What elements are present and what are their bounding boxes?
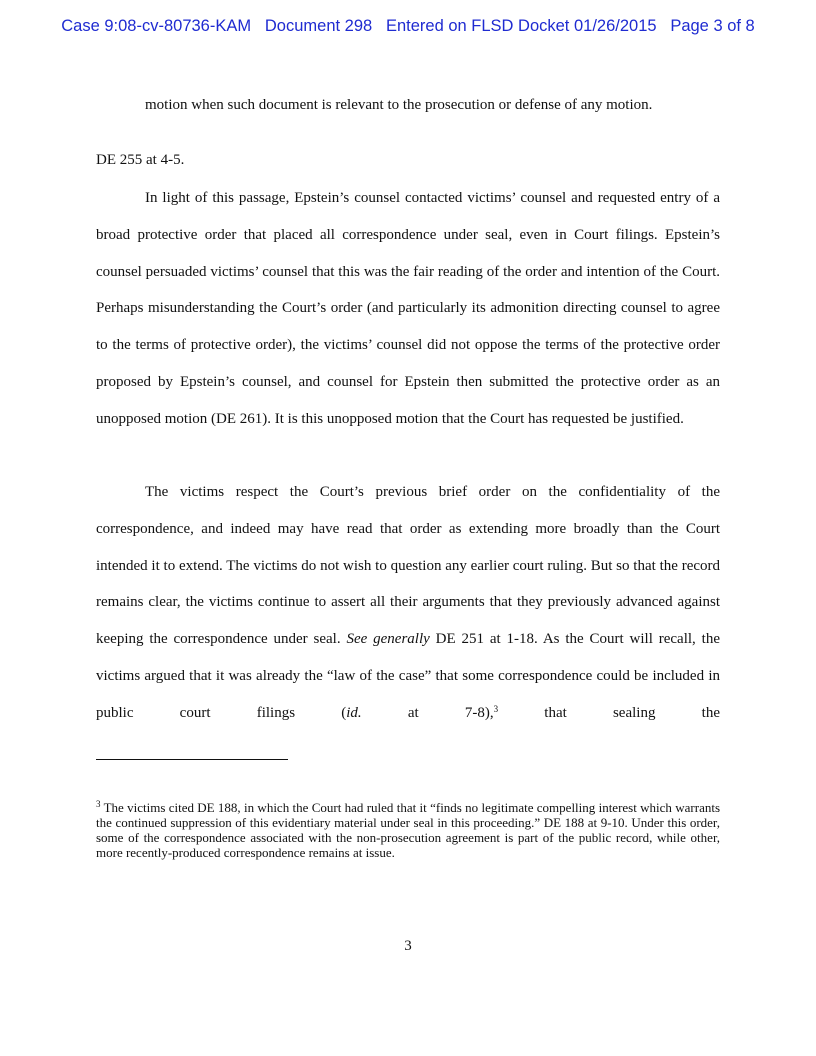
paragraph-2: [96, 474, 720, 732]
case-number: Case 9:08-cv-80736-KAM: [61, 17, 252, 35]
docket-header: [0, 17, 816, 36]
see-generally-signal: See generally: [346, 631, 430, 648]
page-of: Page 3 of 8: [670, 17, 755, 35]
document-number: Document 298: [264, 17, 373, 35]
footnote-marker: 3: [96, 799, 101, 809]
footnote-text: The victims cited DE 188, in which the Court had ruled that it “finds no legitimate compelling interest which warrants the continued suppression of this evidentiary material under seal in this proceeding.” DE 188 at 9-10. Under this order, some of the correspondence associated with the non-prosecution agreement is part of the public record, while other, more recently-produced correspondence remains at issue.: [96, 800, 721, 860]
paragraph-2-part-2: DE 251 at 1-18. As the Court will recall, the victims argued that it was already the “law of the case” that some correspondence could be included in public court filings (: [96, 631, 720, 721]
block-quote: motion when such document is relevant to the prosecution or defense of any motion.: [145, 97, 653, 113]
docket-entry: Entered on FLSD Docket 01/26/2015: [385, 17, 657, 35]
paragraph-2-part-4: that sealing the: [498, 704, 720, 721]
paragraph-2-part-3: at 7-8),: [361, 704, 494, 721]
footnote-divider: [96, 759, 288, 760]
citation: DE 255 at 4-5.: [96, 152, 185, 168]
footnote-reference[interactable]: 3: [493, 703, 499, 714]
paragraph-1: In light of this passage, Epstein’s counsel contacted victims’ counsel and requested entry of a broad protective order that placed all correspondence under seal, even in Court filings. Epstein’s counsel persuaded victims’ counsel that this was the fair reading of the order and intention of the Court. Perhaps misunderstanding the Court’s order (and particularly its admonition directing counsel to agree to the terms of protective order), the victims’ counsel did not oppose the terms of the protective order proposed by Epstein’s counsel, and counsel for Epstein then submitted the protective order as an unopposed motion (DE 261). It is this unopposed motion that the Court has requested be justified.: [96, 190, 720, 427]
footnote-3: [96, 800, 720, 860]
page-number: 3: [404, 938, 412, 954]
id-signal: id.: [346, 704, 362, 721]
paragraph-2-part-1: The victims respect the Court’s previous brief order on the confidentiality of the correspondence, and indeed may have read that order as extending more broadly than the Court intended it to extend. The victims do not wish to question any earlier court ruling. But so that the record remains clear, the victims continue to assert all their arguments that they previously advanced against keeping the correspondence under seal.: [96, 484, 720, 648]
